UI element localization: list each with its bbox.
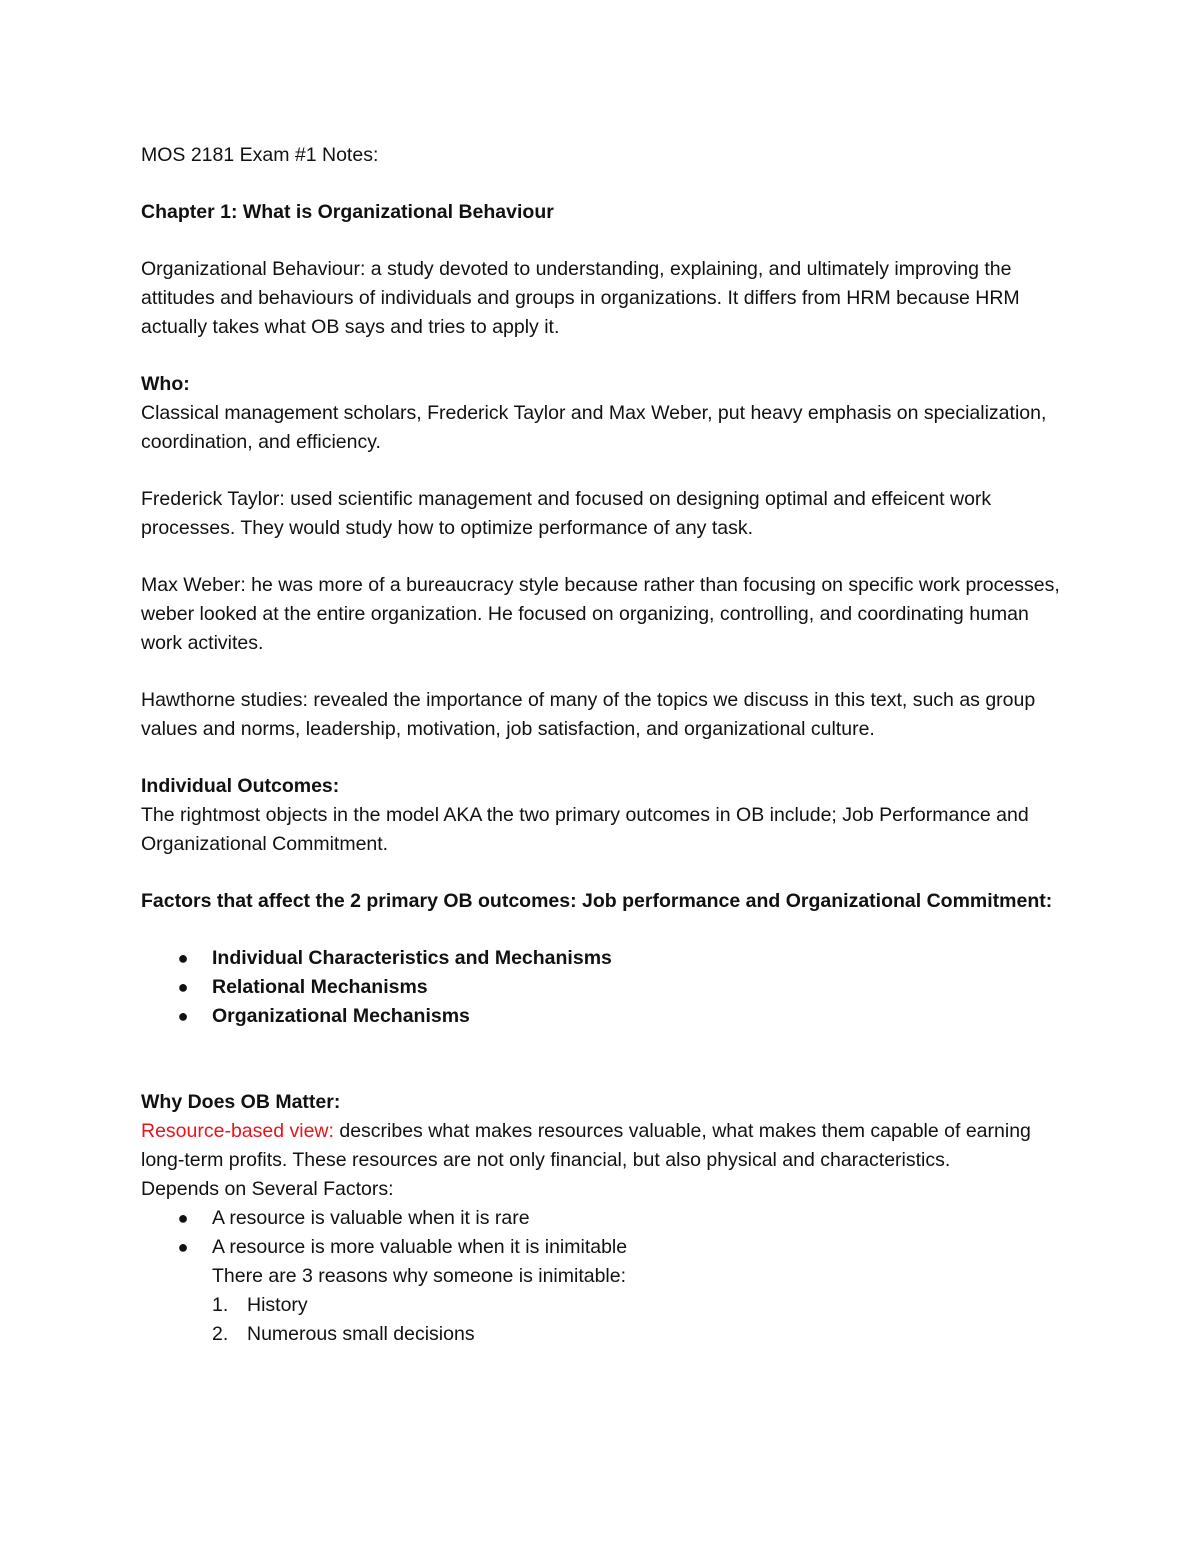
who-heading: Who: bbox=[141, 373, 190, 395]
document-title: MOS 2181 Exam #1 Notes: bbox=[141, 144, 379, 166]
list-item-label: Numerous small decisions bbox=[247, 1323, 475, 1345]
bullet-icon: ● bbox=[177, 1208, 189, 1228]
list-number: 2. bbox=[212, 1323, 229, 1345]
rbv-paragraph bbox=[141, 1117, 1071, 1175]
taylor-paragraph: Frederick Taylor: used scientific management and focused on designing optimal and effeicent work processes. They would study how to optimize performance of any task. bbox=[141, 488, 992, 539]
list-item-label: Organizational Mechanisms bbox=[212, 1005, 470, 1027]
weber-paragraph: Max Weber: he was more of a bureaucracy style because rather than focusing on specific work processes, weber looked at the entire organization. He focused on organizing, controlling, and coordinating human work activites. bbox=[141, 574, 1060, 654]
individual-outcomes-heading: Individual Outcomes: bbox=[141, 775, 340, 797]
rbv-text: describes what makes resources valuable, what makes them capable of earning long-term profits. These resources are not only financial, but also physical and characteristics. bbox=[141, 1120, 1031, 1171]
ob-definition: Organizational Behaviour: a study devoted to understanding, explaining, and ultimately improving the attitudes and behaviours of individuals and groups in organizations. It differs from HRM because HRM actually takes what OB says and tries to apply it. bbox=[141, 258, 1020, 338]
list-item bbox=[141, 973, 1071, 1002]
list-item bbox=[141, 944, 1071, 973]
inimitable-intro: There are 3 reasons why someone is inimitable: bbox=[212, 1265, 627, 1287]
depends-line: Depends on Several Factors: bbox=[141, 1178, 394, 1200]
bullet-icon: ● bbox=[177, 1237, 189, 1257]
who-text: Classical management scholars, Frederick Taylor and Max Weber, put heavy emphasis on specialization, coordination, and efficiency. bbox=[141, 402, 1047, 453]
list-item-label: A resource is more valuable when it is inimitable bbox=[212, 1236, 628, 1258]
bullet-icon: ● bbox=[177, 977, 189, 997]
factors-list bbox=[141, 944, 1071, 1031]
factors-heading: Factors that affect the 2 primary OB outcomes: Job performance and Organizational Commitment: bbox=[141, 890, 1053, 912]
list-item bbox=[141, 1320, 1071, 1349]
bullet-icon: ● bbox=[177, 1006, 189, 1026]
list-item bbox=[141, 1204, 1071, 1233]
list-item-label: History bbox=[247, 1294, 308, 1316]
bullet-icon: ● bbox=[177, 948, 189, 968]
list-item-label: Relational Mechanisms bbox=[212, 976, 428, 998]
list-item bbox=[141, 1291, 1071, 1320]
hawthorne-paragraph: Hawthorne studies: revealed the importance of many of the topics we discuss in this text, such as group values and norms, leadership, motivation, job satisfaction, and organizational culture. bbox=[141, 689, 1036, 740]
factors-value-list bbox=[141, 1204, 1071, 1262]
individual-outcomes-text: The rightmost objects in the model AKA the two primary outcomes in OB include; Job Performance and Organizational Commitment. bbox=[141, 804, 1029, 855]
chapter-heading: Chapter 1: What is Organizational Behaviour bbox=[141, 201, 554, 223]
list-item-label: Individual Characteristics and Mechanisms bbox=[212, 947, 612, 969]
inimitable-reasons-list bbox=[141, 1291, 1071, 1349]
rbv-term: Resource-based view: bbox=[141, 1120, 334, 1142]
list-item-label: A resource is valuable when it is rare bbox=[212, 1207, 530, 1229]
document-body bbox=[141, 141, 1071, 1349]
list-number: 1. bbox=[212, 1294, 229, 1316]
list-item bbox=[141, 1002, 1071, 1031]
why-ob-heading: Why Does OB Matter: bbox=[141, 1091, 341, 1113]
list-item bbox=[141, 1233, 1071, 1262]
